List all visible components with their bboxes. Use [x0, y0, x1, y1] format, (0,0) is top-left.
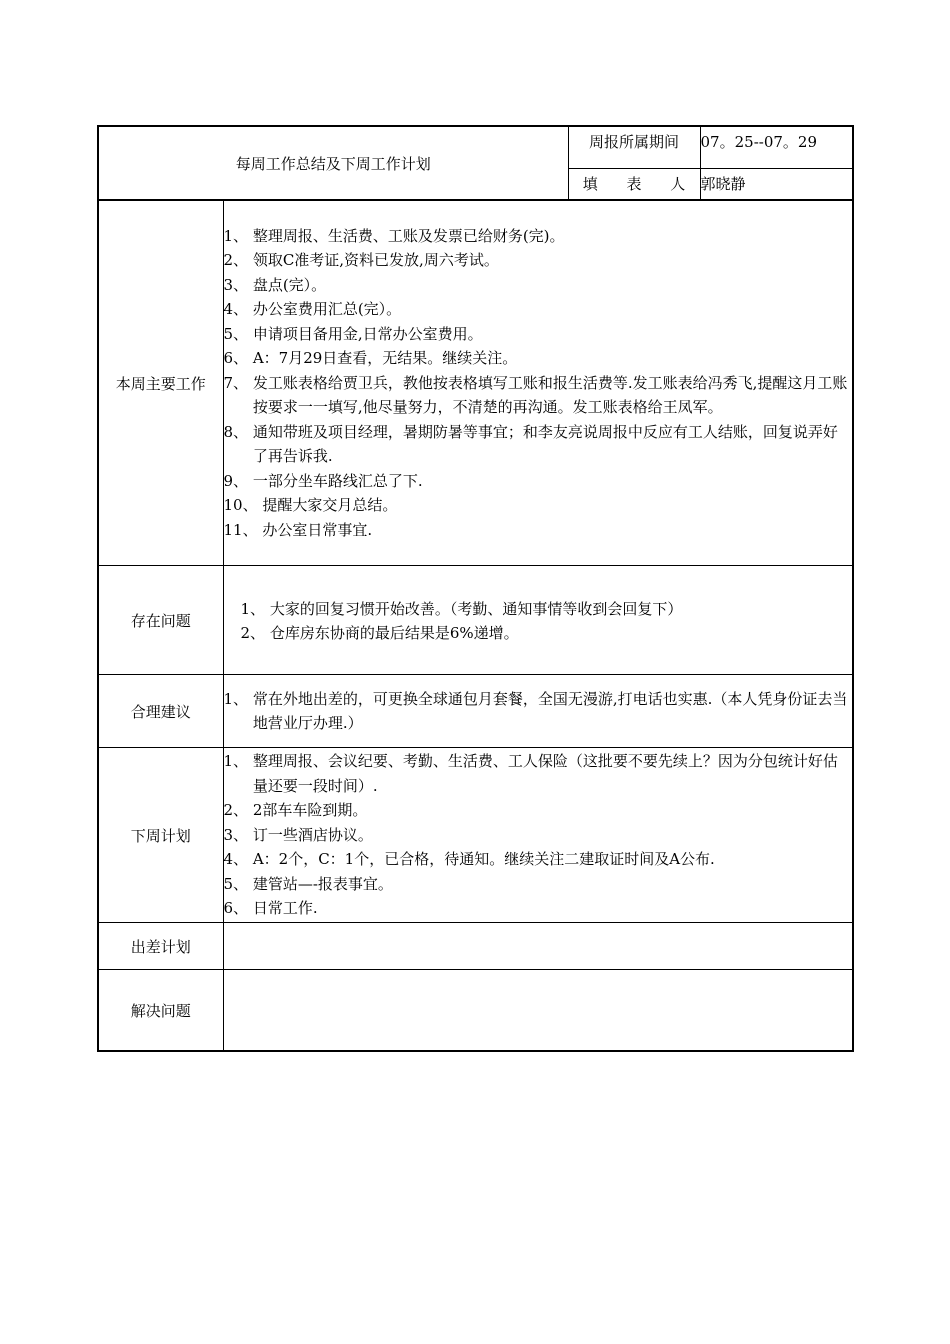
list-item: 7、 发工账表格给贾卫兵，教他按表格填写工账和报生活费等.发工账表给冯秀飞,提醒这月工账按要求一一填写,他尽量努力，不清楚的再沟通。发工账表格给王凤军。 [223, 373, 848, 417]
travel-label: 出差计划 [98, 923, 223, 970]
next-week-list [224, 749, 853, 921]
suggestions-list [224, 687, 853, 736]
filler-label-text: 填 表 人 [582, 175, 698, 194]
list-item: 4、 办公室费用汇总(完）。 [223, 300, 402, 319]
problems-content [223, 566, 853, 675]
list-item: 1、 整理周报、会议纪要、考勤、生活费、工人保险（这批要不要先续上？因为分包统计好估量还要一段时间）. [223, 752, 838, 795]
solved-label: 解决问题 [98, 970, 223, 1052]
list-item: 5、 申请项目备用金,日常办公室费用。 [223, 324, 483, 343]
list-item: 3、 盘点(完）。 [223, 275, 327, 294]
list-item: 4、 A：2个，C：1个，已合格，待通知。继续关注二建取证时间及A公布. [223, 850, 715, 869]
suggestions-content [223, 675, 853, 748]
list-item: 6、 日常工作. [223, 899, 318, 918]
filler-value: 郭晓静 [700, 168, 853, 200]
list-item: 3、 订一些酒店协议。 [223, 825, 373, 844]
list-item: 11、 办公室日常事宜. [223, 520, 373, 539]
list-item: 9、 一部分坐车路线汇总了下. [223, 471, 423, 490]
filler-label [568, 168, 700, 200]
problems-list [224, 597, 853, 646]
list-item: 1、 常在外地出差的，可更换全球通包月套餐，全国无漫游,打电话也实惠.（本人凭身份证去当地营业厅办理.） [223, 689, 848, 732]
list-item: 8、 通知带班及项目经理，暑期防暑等事宜；和李友亮说周报中反应有工人结账，回复说弄好了再告诉我. [223, 422, 838, 466]
travel-content [223, 923, 853, 970]
list-item: 1、 整理周报、生活费、工账及发票已给财务(完)。 [223, 226, 565, 245]
period-value: 07。25--07。29 [700, 126, 853, 168]
suggestions-label: 合理建议 [98, 675, 223, 748]
list-item: 5、 建管站—-报表事宜。 [223, 874, 393, 893]
next-week-content [223, 748, 853, 923]
this-week-label: 本周主要工作 [98, 200, 223, 566]
this-week-content [223, 200, 853, 566]
next-week-label: 下周计划 [98, 748, 223, 923]
list-item: 1、 大家的回复习惯开始改善。（考勤、通知事情等收到会回复下） [240, 599, 683, 618]
period-label: 周报所属期间 [568, 126, 700, 168]
this-week-list [224, 224, 853, 543]
problems-label: 存在问题 [98, 566, 223, 675]
list-item: 10、 提醒大家交月总结。 [223, 496, 398, 515]
list-item: 2、 领取C准考证,资料已发放,周六考试。 [223, 251, 499, 270]
report-table [97, 125, 854, 1052]
list-item: 2、 仓库房东协商的最后结果是6%递增。 [240, 624, 519, 642]
list-item: 6、 A：7月29日查看，无结果。继续关注。 [223, 349, 518, 368]
weekly-report-form [97, 125, 852, 1052]
solved-content [223, 970, 853, 1052]
list-item: 2、 2部车车险到期。 [223, 801, 368, 820]
form-title: 每周工作总结及下周工作计划 [98, 126, 568, 200]
